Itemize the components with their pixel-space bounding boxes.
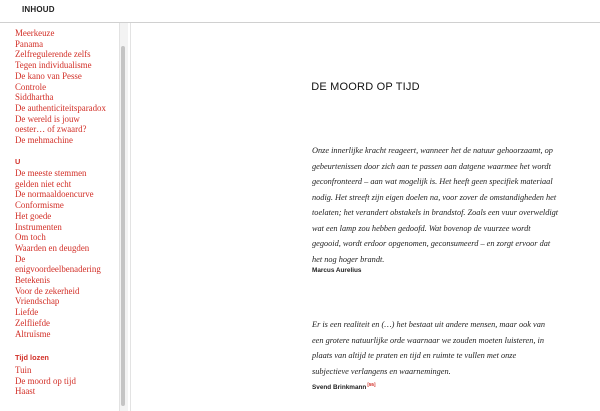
toc-list-2	[15, 168, 121, 339]
quote-line: geconfronteerd – aan wat mogelijk is. Het heeft geen specifiek materiaal	[312, 177, 553, 186]
toc-item[interactable]: Controle	[15, 81, 47, 92]
toc-item[interactable]: De mehmachine	[15, 135, 73, 146]
quote-line: wat een lamp zou hebben gedoofd. Wat bovenop de vuurzee wordt	[312, 223, 531, 233]
toc-item[interactable]: Waarden en deugden	[15, 242, 90, 253]
toc-item[interactable]: gelden niet echt	[15, 178, 72, 189]
quote-line: gebeurtenissen door zich aan te passen aan datgene waarmee het wordt	[312, 161, 551, 171]
toc-item[interactable]: De authenticiteitsparadox	[15, 102, 106, 113]
quote-line: een grotere natuurlijke orde waarnaar we zouden moeten luisteren, in	[312, 335, 544, 345]
toc-item[interactable]: De kano van Pesse	[15, 70, 82, 81]
quote-line: gegooid, wordt erdoor opgenomen, geconsumeerd – en zorgt ervoor dat	[312, 239, 551, 248]
toc-item[interactable]: Liefde	[15, 307, 39, 318]
quote-author-line	[312, 382, 376, 391]
toc-item[interactable]: De normaaldoencurve	[15, 189, 94, 200]
quote-line: subjectieve verlangens en waarnemingen.	[312, 366, 451, 376]
toc-item[interactable]: Instrumenten	[15, 221, 62, 232]
toc-item[interactable]: Om toch	[15, 232, 46, 243]
toc-list-1	[15, 28, 121, 146]
quote-line: plaats van altijd te praten en tijd en ruimte te vullen met onze	[312, 351, 517, 360]
toc-scrollbar-thumb[interactable]	[121, 46, 125, 406]
toc-item[interactable]: De wereld is jouw	[15, 113, 80, 124]
toc-item[interactable]: De	[15, 253, 26, 264]
quote-author: Marcus Aurelius	[312, 267, 362, 274]
toc-header-title: INHOUD	[22, 5, 55, 14]
quote-line: toelaten; het verandert obstakels in brandstof. Zoals een vuur overweldigt	[312, 208, 559, 217]
toc-item[interactable]: oester… of zwaard?	[15, 124, 87, 135]
footnote-link[interactable]: [55]	[367, 382, 376, 387]
toc-item[interactable]: Siddhartha	[15, 92, 54, 103]
toc-item[interactable]: Het goede	[15, 210, 52, 221]
toc-item[interactable]: Tuin	[15, 365, 32, 375]
quote-line: nodig. Het streeft zijn eigen doelen na, voor zover de omstandigheden het	[312, 192, 557, 202]
epigraph-quote	[312, 317, 590, 379]
quote-line: het nog hoger brandt.	[312, 254, 385, 264]
toc-sidebar[interactable]	[0, 23, 124, 411]
quote-line: Onze innerlijke kracht reageert, wanneer het de natuur gehoorzaamt, op	[312, 146, 553, 155]
toc-section-heading[interactable]: U	[15, 157, 21, 166]
toc-item[interactable]: Tegen individualisme	[15, 60, 92, 71]
toc-item[interactable]: Meerkeuze	[15, 28, 55, 38]
toc-list-3	[15, 365, 121, 397]
toc-item[interactable]: enigvoordeelbenadering	[15, 264, 101, 275]
toc-item[interactable]: Betekenis	[15, 275, 50, 286]
toc-item[interactable]: Panama	[15, 38, 44, 49]
toc-item[interactable]: Voor de zekerheid	[15, 285, 80, 296]
reading-pane	[131, 23, 600, 411]
toc-section-heading[interactable]: Tijd lozen	[15, 353, 49, 362]
toc-item[interactable]: Conformisme	[15, 200, 64, 211]
top-bar	[0, 0, 600, 23]
toc-item[interactable]: Zelfregulerende zelfs	[15, 49, 91, 60]
toc-item[interactable]: De meeste stemmen	[15, 168, 87, 178]
toc-item[interactable]: Haast	[15, 386, 36, 397]
quote-author: Svend Brinkmann	[312, 384, 367, 392]
toc-item[interactable]: Vriendschap	[15, 296, 60, 307]
toc-item[interactable]: De moord op tijd	[15, 375, 76, 386]
epigraph-quote	[312, 143, 590, 267]
quote-line: Er is een realiteit en (…) het bestaat uit andere mensen, maar ook van	[312, 320, 546, 329]
chapter-title: DE MOORD OP TIJD	[311, 81, 420, 93]
toc-item[interactable]: Zelfliefde	[15, 317, 50, 328]
toc-item[interactable]: Altruïsme	[15, 328, 51, 339]
